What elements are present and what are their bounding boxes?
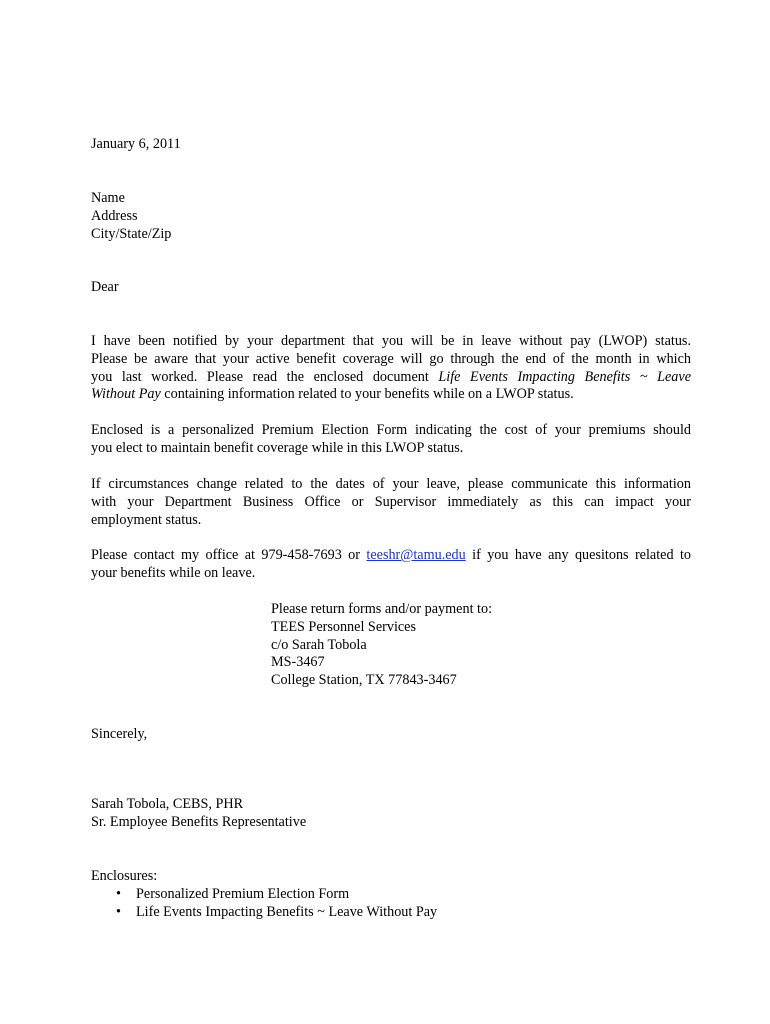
enclosures-heading [91, 868, 691, 886]
return-address-block [271, 601, 492, 690]
paragraph-text: if you have any quesitons related to [465, 547, 691, 563]
signature-title: Sr. Employee Benefits Representative [91, 813, 307, 830]
paragraph-line: Please be aware that your active benefit coverage will go through the end of the month in which [91, 350, 691, 367]
salutation [91, 279, 691, 297]
enclosures-list [91, 886, 437, 922]
enclosure-label: Personalized Premium Election Form [136, 886, 350, 902]
paragraph-line: Enclosed is a personalized Premium Election Form indicating the cost of your premiums should [91, 422, 691, 438]
signature-block [91, 796, 691, 832]
paragraph-premium-form [91, 422, 691, 458]
paragraph-line: If circumstances change related to the dates of your leave, please communicate this information [91, 476, 691, 492]
paragraph-line: your benefits while on leave. [91, 564, 256, 581]
email-link[interactable]: teeshr@tamu.edu [366, 547, 466, 563]
paragraph-line [91, 369, 691, 387]
recipient-name: Name [91, 190, 125, 206]
list-item [91, 904, 437, 922]
paragraph-line: employment status. [91, 511, 202, 528]
enclosures-heading-text: Enclosures: [91, 868, 158, 884]
date-text: January 6, 2011 [91, 136, 181, 152]
paragraph-contact [91, 547, 691, 583]
bullet-icon: • [116, 903, 121, 920]
paragraph-line [91, 547, 691, 565]
return-city: College Station, TX 77843-3467 [271, 672, 457, 689]
signature-name: Sarah Tobola, CEBS, PHR [91, 796, 244, 812]
paragraph-circumstances [91, 476, 691, 529]
letter-date [91, 136, 691, 154]
paragraph-line: I have been notified by your department that you will be in leave without pay (LWOP) status. [91, 333, 691, 349]
list-item [91, 886, 437, 904]
paragraph-text: you last worked. Please read the enclosed document [91, 368, 439, 385]
enclosure-label: Life Events Impacting Benefits ~ Leave Without Pay [136, 903, 438, 920]
return-heading: Please return forms and/or payment to: [271, 601, 493, 617]
document-title-italic: Life Events Impacting Benefits ~ Leave [438, 368, 691, 385]
paragraph-line: you elect to maintain benefit coverage while in this LWOP status. [91, 439, 464, 456]
return-mail-stop: MS-3467 [271, 654, 325, 671]
recipient-address: Address [91, 207, 138, 224]
closing [91, 726, 691, 744]
paragraph-line: with your Department Business Office or Supervisor immediately as this can impact your [91, 493, 691, 510]
bullet-icon: • [116, 886, 121, 902]
return-attn: c/o Sarah Tobola [271, 636, 367, 653]
closing-text: Sincerely, [91, 726, 148, 742]
paragraph-text: Please contact my office at 979-458-7693 or [91, 547, 367, 563]
salutation-text: Dear [91, 279, 119, 295]
return-org: TEES Personnel Services [271, 618, 416, 635]
recipient-city-state-zip: City/State/Zip [91, 225, 172, 242]
recipient-address-block [91, 190, 691, 243]
paragraph-line [91, 386, 691, 404]
document-title-italic: Without Pay [91, 386, 161, 403]
paragraph-lwop-notice [91, 333, 691, 404]
paragraph-text: containing information related to your benefits while on a LWOP status. [160, 386, 574, 403]
